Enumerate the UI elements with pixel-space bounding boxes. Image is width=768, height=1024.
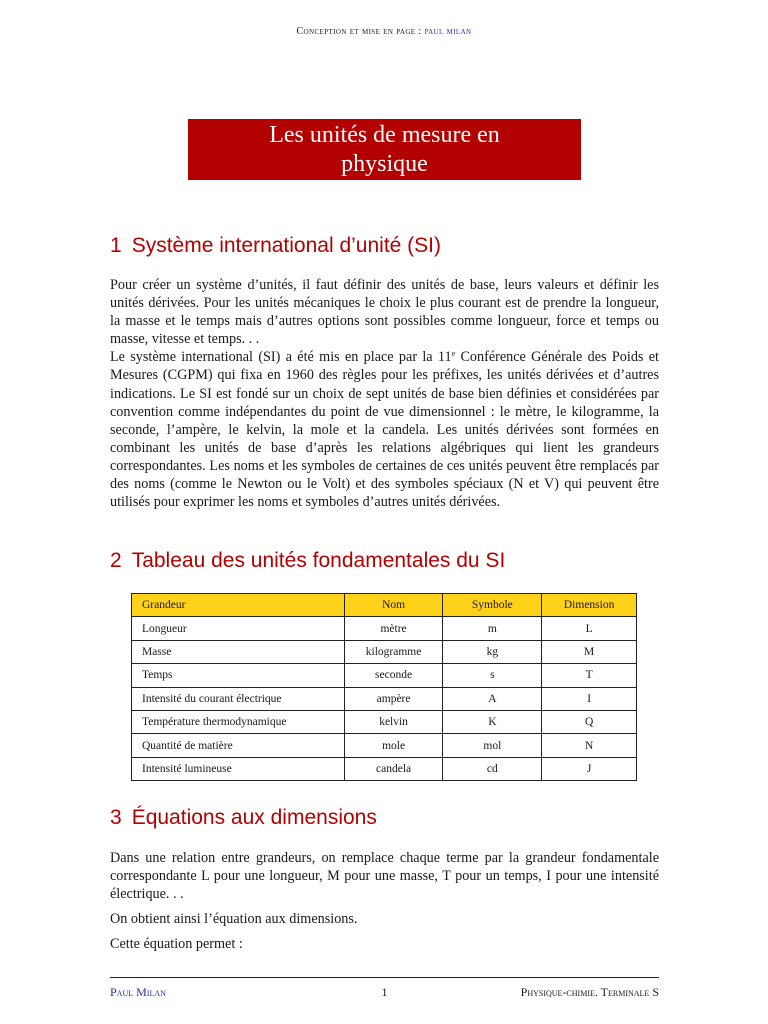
column-header: Symbole	[443, 594, 542, 617]
footer-course: Physique-chimie. Terminale S	[520, 985, 659, 999]
document-title	[188, 119, 581, 180]
section-1-body	[110, 276, 659, 511]
table-header-row	[132, 594, 637, 617]
table-row	[132, 664, 637, 687]
section-title: Système international d’unité (SI)	[131, 234, 442, 257]
section-title: Tableau des unités fondamentales du SI	[131, 549, 506, 572]
table-cell: seconde	[344, 664, 443, 687]
section-number: 3	[110, 806, 122, 829]
table-cell: T	[542, 664, 637, 687]
column-header: Grandeur	[132, 594, 345, 617]
table-cell: M	[542, 640, 637, 663]
table-cell: kg	[443, 640, 542, 663]
table-cell: A	[443, 687, 542, 710]
header-author-link[interactable]: paul milan	[424, 26, 472, 37]
table-cell: kelvin	[344, 710, 443, 733]
title-line-2: physique	[341, 151, 428, 177]
table-row	[132, 734, 637, 757]
paragraph: Pour créer un système d’unités, il faut définir des unités de base, leurs valeurs et définir les unités dérivées. Pour les unités mécaniques le choix le plus courant est de prendre la longueur, la masse et le temps mais d’autres options sont possibles comme longueur, force et temps ou masse, vitesse et temps. . .	[110, 277, 659, 348]
table-cell: s	[443, 664, 542, 687]
table-row	[132, 757, 637, 780]
paragraph-text: Le système international (SI) a été mis en place par la 11	[110, 349, 452, 366]
table-row	[132, 710, 637, 733]
paragraph-text: Conférence Générale des Poids et Mesures (CGPM) qui fixa en 1960 des règles pour les préfixes, les unités dérivées et d’autres indications. Le SI est fondé sur un choix de sept unités de base bien définies et considérées par convention comme indépendantes du point de vue dimensionnel : le mètre, le kilogramme, la seconde, l’ampère, le kelvin, la mole et la candela. Les unités dérivées sont formées en combinant les unités de base d’après les relations algébriques qui lient les grandeurs correspondantes. Les noms et les symboles de certaines de ces unités peuvent être remplacés par des noms (comme le Newton ou le Volt) et des symboles spéciaux (N et V) qui peuvent être utilisés pour exprimer les noms et symboles d’autres unités dérivées.	[110, 349, 659, 511]
table-cell: L	[542, 617, 637, 640]
table-row	[132, 617, 637, 640]
table-cell: K	[443, 710, 542, 733]
table-cell: mole	[344, 734, 443, 757]
footer-author-link[interactable]: Paul Milan	[110, 985, 166, 999]
section-2-heading	[110, 549, 505, 573]
table-cell: mol	[443, 734, 542, 757]
table-cell: Intensité du courant électrique	[132, 687, 345, 710]
table-cell: ampère	[344, 687, 443, 710]
page-header	[0, 26, 768, 37]
page-number: 1	[381, 985, 388, 999]
table-cell: mètre	[344, 617, 443, 640]
table-cell: Q	[542, 710, 637, 733]
section-number: 1	[110, 234, 122, 257]
section-1-heading	[110, 234, 441, 258]
header-prefix: Conception et mise en page :	[296, 26, 425, 37]
column-header: Dimension	[542, 594, 637, 617]
paragraph: On obtient ainsi l’équation aux dimensions.	[110, 911, 358, 928]
section-title: Équations aux dimensions	[131, 806, 377, 829]
column-header: Nom	[344, 594, 443, 617]
table-cell: Temps	[132, 664, 345, 687]
section-3-heading	[110, 806, 377, 830]
table-cell: I	[542, 687, 637, 710]
section-number: 2	[110, 549, 122, 572]
si-units-table	[131, 593, 637, 781]
table-cell: Masse	[132, 640, 345, 663]
table-cell: Quantité de matière	[132, 734, 345, 757]
paragraph: Dans une relation entre grandeurs, on remplace chaque terme par la grandeur fondamentale correspondante L pour une longueur, M pour une masse, T pour un temps, I pour une intensité électrique. . .	[110, 850, 659, 903]
table-cell: Température thermodynamique	[132, 710, 345, 733]
table-cell: m	[443, 617, 542, 640]
table-row	[132, 640, 637, 663]
table-cell: J	[542, 757, 637, 780]
table-cell: kilogramme	[344, 640, 443, 663]
table-row	[132, 687, 637, 710]
paragraph	[110, 348, 659, 511]
table-cell: candela	[344, 757, 443, 780]
table-cell: N	[542, 734, 637, 757]
footer-divider	[110, 977, 659, 978]
ordinal-superscript: e	[451, 349, 456, 359]
title-line-1: Les unités de mesure en	[269, 122, 500, 148]
paragraph: Cette équation permet :	[110, 936, 243, 953]
section-3-body	[110, 849, 659, 953]
table-cell: cd	[443, 757, 542, 780]
table-cell: Longueur	[132, 617, 345, 640]
table-cell: Intensité lumineuse	[132, 757, 345, 780]
